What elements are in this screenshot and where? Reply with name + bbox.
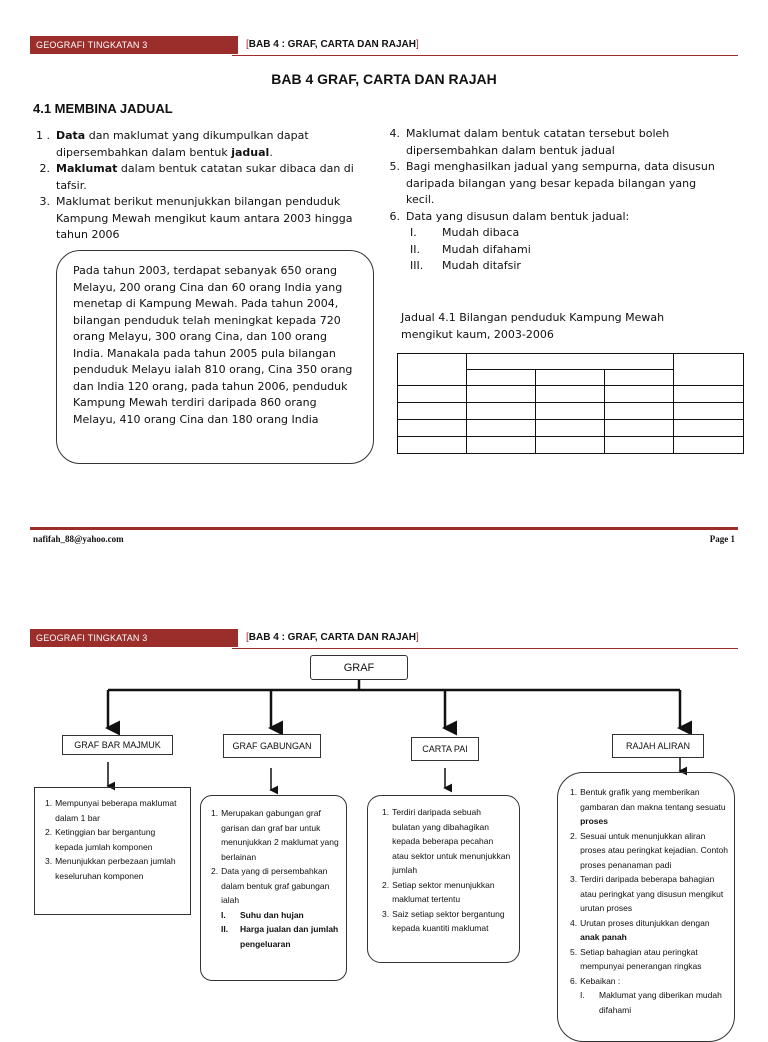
section-title: 4.1 MEMBINA JADUAL [33,101,173,116]
graf-bar-majmuk-box [34,787,191,915]
footer-email: nafifah_88@yahoo.com [33,534,124,544]
list-item: 1. Mempunyai beberapa maklumat dalam 1 bar [45,798,177,823]
sub-list-item: II. Mudah difahami [410,242,531,256]
list-item: 6. Kebaikan : [570,975,621,986]
list-item: 5. Setiap bahagian atau peringkat mempunyai penerangan ringkas [570,946,702,971]
sub-list-item: I. Maklumat yang diberikan mudah difahami [580,990,722,1015]
carta-pai-box [367,795,520,963]
list-item: 1. Bentuk grafik yang memberikan gambaran dan makna tentang sesuatu proses [570,787,726,826]
list-item: 2. Data yang di persembahkan dalam bentuk graf gabungan ialah [211,866,330,905]
label-graf-bar-majmuk: GRAF BAR MAJMUK [62,735,173,755]
label-graf-gabungan: GRAF GABUNGAN [223,734,321,758]
graf-root-node: GRAF [310,655,408,680]
label-carta-pai: CARTA PAI [411,737,479,761]
list-item: 3. Terdiri daripada beberapa bahagian atau peringkat yang disusun mengikut urutan proses [570,874,724,913]
subject-label: GEOGRAFI TINGKATAN 3 [36,40,148,50]
footer-page-number: Page 1 [709,534,735,544]
graf-gabungan-box [200,795,347,981]
list-item: 2. Ketinggian bar bergantung kepada jumlah komponen [45,827,156,852]
list-item: 4. Maklumat dalam bentuk catatan tersebut boleh dipersembahkan dalam bentuk jadual [389,127,670,157]
list-item: 3. Maklumat berikut menunjukkan bilangan penduduk Kampung Mewah mengikut kaum antara 2003 hingga tahun 2006 [39,195,353,241]
rajah-aliran-box [557,772,735,1042]
page2-chapter-title: [BAB 4 : GRAF, CARTA DAN RAJAH] [246,632,419,643]
label-rajah-aliran: RAJAH ALIRAN [612,734,704,758]
list-item: 2. Maklumat dalam bentuk catatan sukar dibaca dan di tafsir. [39,162,354,192]
sub-list-item: I. Mudah dibaca [410,226,520,239]
list-item: 6. Data yang disusun dalam bentuk jadual: [389,209,630,223]
list-item: 2. Sesuai untuk menunjukkan aliran proses atau peringkat kejadian. Contoh proses penanaman padi [570,830,728,870]
list-item: 2. Setiap sektor menunjukkan maklumat tertentu [382,879,495,904]
list-item: 3. Menunjukkan perbezaan jumlah keseluruhan komponen [45,856,176,881]
sub-list-item: II. Harga jualan dan jumlah pengeluaran [221,924,339,949]
list-item: 4. Urutan proses ditunjukkan dengan anak panah [570,917,710,942]
list-item: 1. Merupakan gabungan graf garisan dan graf bar untuk menunjukkan 2 maklumat yang berlainan [211,808,339,862]
table-caption: Jadual 4.1 Bilangan penduduk Kampung Mewah mengikut kaum, 2003-2006 [401,311,665,341]
list-item: 1 . Data dan maklumat yang dikumpulkan dapat dipersembahkan dalam bentuk jadual. [36,129,309,159]
subject-label: GEOGRAFI TINGKATAN 3 [36,633,148,643]
sub-list-item: III. Mudah ditafsir [410,259,521,272]
sub-list-item: I. Suhu dan hujan [221,909,304,920]
list-item: 5. Bagi menghasilkan jadual yang sempurna, data disusun daripada bilangan yang besar kepada bilangan yang kecil. [389,160,715,206]
list-item: 1. Terdiri daripada sebuah bulatan yang dibahagikan kepada beberapa pecahan atau sektor untuk menunjukkan jumlah [382,807,511,875]
page1-chapter-title: [BAB 4 : GRAF, CARTA DAN RAJAH] [246,39,419,50]
list-item: 3. Saiz setiap sektor bergantung kepada kuantiti maklumat [382,908,505,933]
document-title: BAB 4 GRAF, CARTA DAN RAJAH [271,71,497,87]
population-paragraph: Pada tahun 2003, terdapat sebanyak 650 orang Melayu, 200 orang Cina dan 60 orang India yang menetap di Kampung Mewah. Pada tahun 2004, bilangan penduduk telah meningkat kepada 720 orang Melayu, 300 orang Cina, dan 100 orang India. Manakala pada tahun 2005 pula bilangan penduduk Melayu ialah 810 orang, Cina 350 orang dan India 120 orang, pada tahun 2006, penduduk Kampung Mewah terdiri daripada 860 orang Melayu, 410 orang Cina dan 180 orang India [73,264,353,426]
